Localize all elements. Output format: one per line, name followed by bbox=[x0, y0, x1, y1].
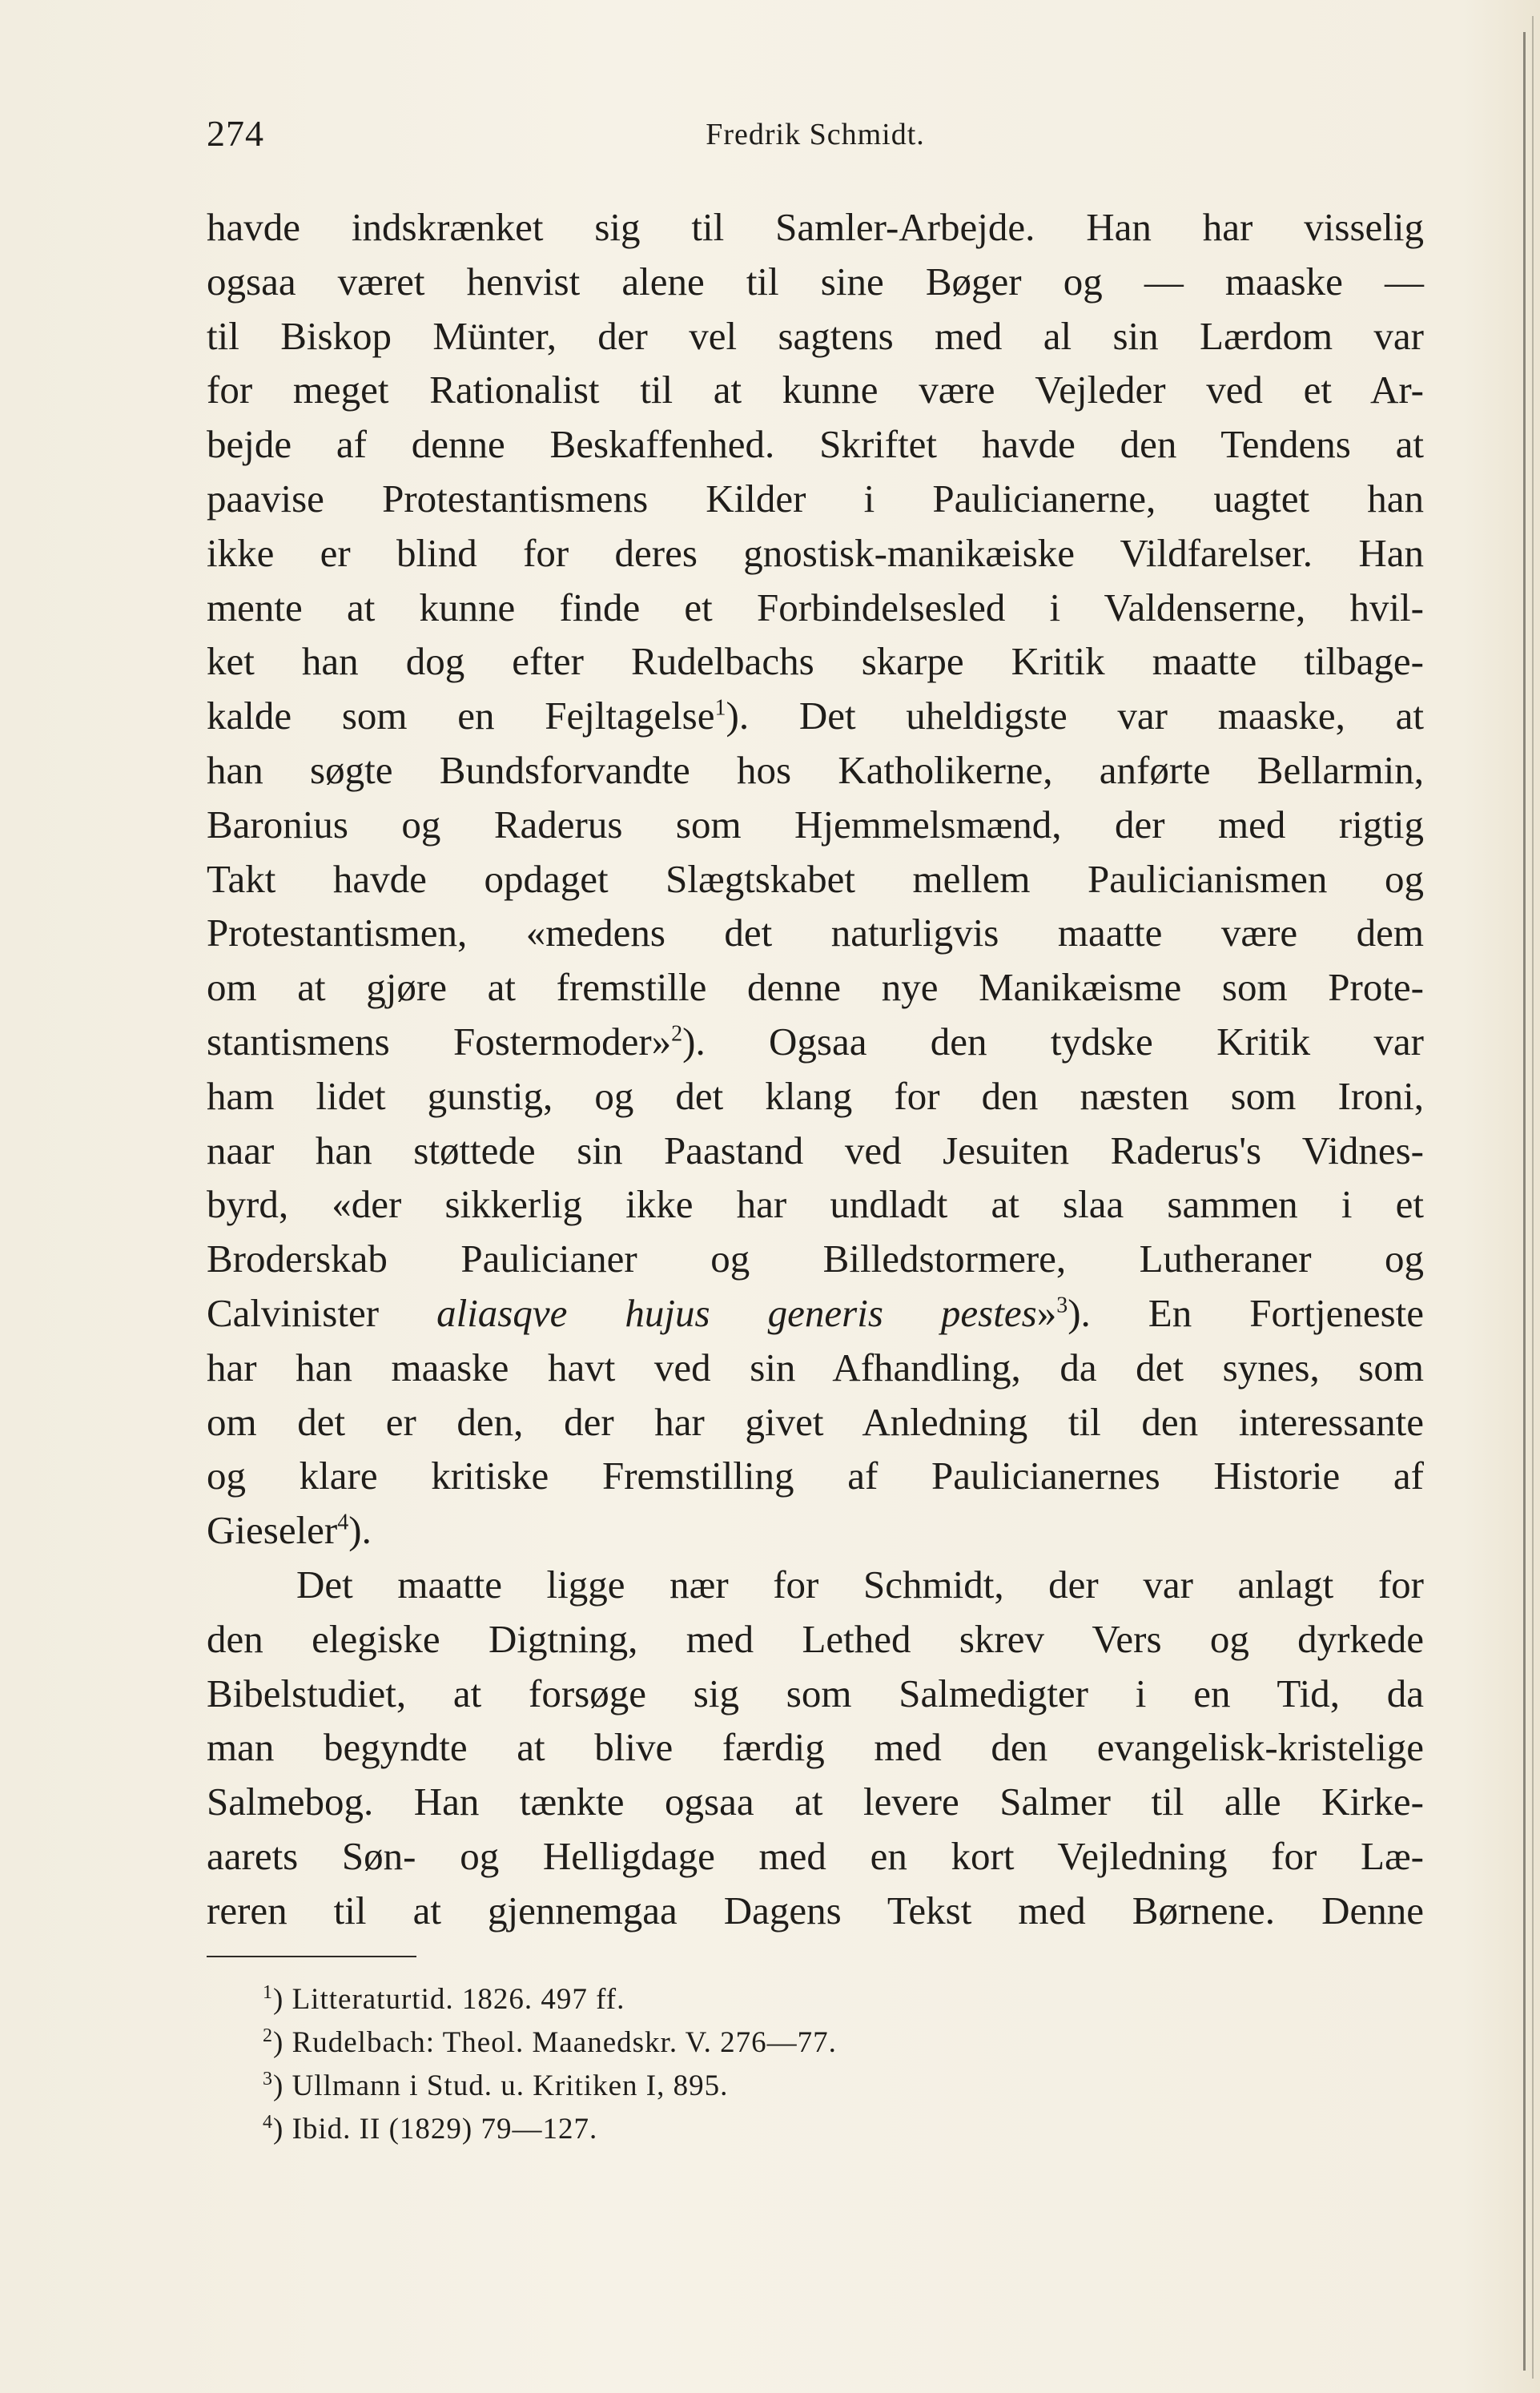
footnote-ref[interactable]: 1 bbox=[714, 695, 726, 721]
text-segment: ). Ogsaa den tydske Kritik var bbox=[682, 1019, 1425, 1064]
text-line: Bibelstudiet, at forsøge sig som Salmedigter i en Tid, da bbox=[207, 1671, 1424, 1715]
footnote: $^3$) Ullmann i Stud. u. Kritiken I, 895. bbox=[263, 2068, 729, 2102]
text-line: for meget Rationalist til at kunne være Vejleder ved et Ar- bbox=[207, 368, 1424, 412]
text-segment: » bbox=[1036, 1290, 1057, 1335]
text-line bbox=[207, 1503, 1424, 1558]
text-line bbox=[207, 1015, 1424, 1069]
running-head: Fredrik Schmidt. bbox=[706, 118, 925, 151]
text-segment: ). En Fortjeneste bbox=[1068, 1290, 1424, 1335]
text-line: aarets Søn- og Helligdage med en kort Vejledning for Læ- bbox=[207, 1833, 1424, 1878]
text-segment: kalde som en Fejltagelse bbox=[207, 694, 715, 738]
text-line: ikke er blind for deres gnostisk-manikæiske Vildfarelser. Han bbox=[207, 530, 1424, 575]
text-line: man begyndte at blive færdig med den evangelisk-kristelige bbox=[207, 1725, 1424, 1770]
text-line: Det maatte ligge nær for Schmidt, der var anlagt for bbox=[296, 1562, 1424, 1607]
footnote-separator bbox=[207, 1956, 416, 1957]
text-line: ham lidet gunstig, og det klang for den næsten som Ironi, bbox=[207, 1073, 1424, 1118]
footnote-text: Rudelbach: Theol. Maanedskr. V. 276—77. bbox=[292, 2026, 837, 2059]
page-number: 274 bbox=[207, 113, 264, 154]
text-line bbox=[207, 1286, 1424, 1341]
footnote: $^1$) Litteraturtid. 1826. 497 ff. bbox=[263, 1981, 625, 2016]
text-line: ogsaa været henvist alene til sine Bøger og — maaske — bbox=[207, 259, 1424, 304]
footnote: $^4$) Ibid. II (1829) 79—127. bbox=[263, 2111, 598, 2146]
footnotes bbox=[263, 1978, 1064, 2151]
page-edge-line bbox=[1532, 16, 1534, 2379]
body-text bbox=[207, 200, 1424, 1938]
text-segment: ). Det uheldigste var maaske, at bbox=[726, 694, 1424, 738]
text-line: bejde af denne Beskaffenhed. Skriftet havde den Tendens at bbox=[207, 422, 1424, 467]
text-line: om at gjøre at fremstille denne nye Manikæisme som Prote- bbox=[207, 965, 1424, 1010]
text-line: Broderskab Paulicianer og Billedstormere, Lutheraner og bbox=[207, 1237, 1424, 1281]
text-segment: ). bbox=[348, 1508, 372, 1553]
text-line: paavise Protestantismens Kilder i Paulicianerne, uagtet han bbox=[207, 476, 1424, 521]
text-line: reren til at gjennemgaa Dagens Tekst med Børnene. Denne bbox=[207, 1888, 1424, 1932]
text-line: og klare kritiske Fremstilling af Paulicianernes Historie af bbox=[207, 1454, 1424, 1498]
text-line: naar han støttede sin Paastand ved Jesuiten Raderus's Vidnes- bbox=[207, 1128, 1424, 1172]
text-line: mente at kunne finde et Forbindelsesled i Valdenserne, hvil- bbox=[207, 585, 1424, 629]
footnote-ref[interactable]: 2 bbox=[671, 1021, 683, 1047]
text-line: Salmebog. Han tænkte ogsaa at levere Salmer til alle Kirke- bbox=[207, 1780, 1424, 1824]
text-line: havde indskrænket sig til Samler-Arbejde. Han har visselig bbox=[207, 205, 1424, 249]
footnote-text: Ibid. II (1829) 79—127. bbox=[292, 2113, 598, 2146]
text-line: har han maaske havt ved sin Afhandling, da det synes, som bbox=[207, 1345, 1424, 1390]
text-line bbox=[207, 689, 1424, 743]
text-segment: stantismens Fostermoder» bbox=[207, 1019, 672, 1064]
text-segment: Calvinister bbox=[207, 1290, 437, 1335]
text-line: Takt havde opdaget Slægtskabet mellem Paulicianismen og bbox=[207, 856, 1424, 901]
italic-phrase: aliasqve hujus generis pestes bbox=[436, 1290, 1037, 1335]
text-line: byrd, «der sikkerlig ikke har undladt at slaa sammen i et bbox=[207, 1182, 1424, 1227]
page-edge-shadow bbox=[1523, 32, 1526, 2371]
footnote-ref[interactable]: 3 bbox=[1056, 1293, 1068, 1318]
text-line: ket han dog efter Rudelbachs skarpe Kritik maatte tilbage- bbox=[207, 639, 1424, 684]
page-header bbox=[207, 112, 1424, 168]
text-line: Baronius og Raderus som Hjemmelsmænd, der med rigtig bbox=[207, 802, 1424, 847]
text-line: den elegiske Digtning, med Lethed skrev Vers og dyrkede bbox=[207, 1616, 1424, 1661]
text-segment: Gieseler bbox=[207, 1508, 338, 1553]
footnote-text: Litteraturtid. 1826. 497 ff. bbox=[292, 1983, 625, 2016]
footnote-text: Ullmann i Stud. u. Kritiken I, 895. bbox=[292, 2069, 729, 2102]
text-line: om det er den, der har givet Anledning til den interessante bbox=[207, 1399, 1424, 1444]
footnote-ref[interactable]: 4 bbox=[337, 1510, 349, 1535]
text-line: til Biskop Münter, der vel sagtens med al sin Lærdom var bbox=[207, 313, 1424, 358]
text-line: han søgte Bundsforvandte hos Katholikerne, anførte Bellarmin, bbox=[207, 747, 1424, 792]
text-line: Protestantismen, «medens det naturligvis maatte være dem bbox=[207, 911, 1424, 955]
footnote: $^2$) Rudelbach: Theol. Maanedskr. V. 276—77. bbox=[263, 2025, 837, 2059]
